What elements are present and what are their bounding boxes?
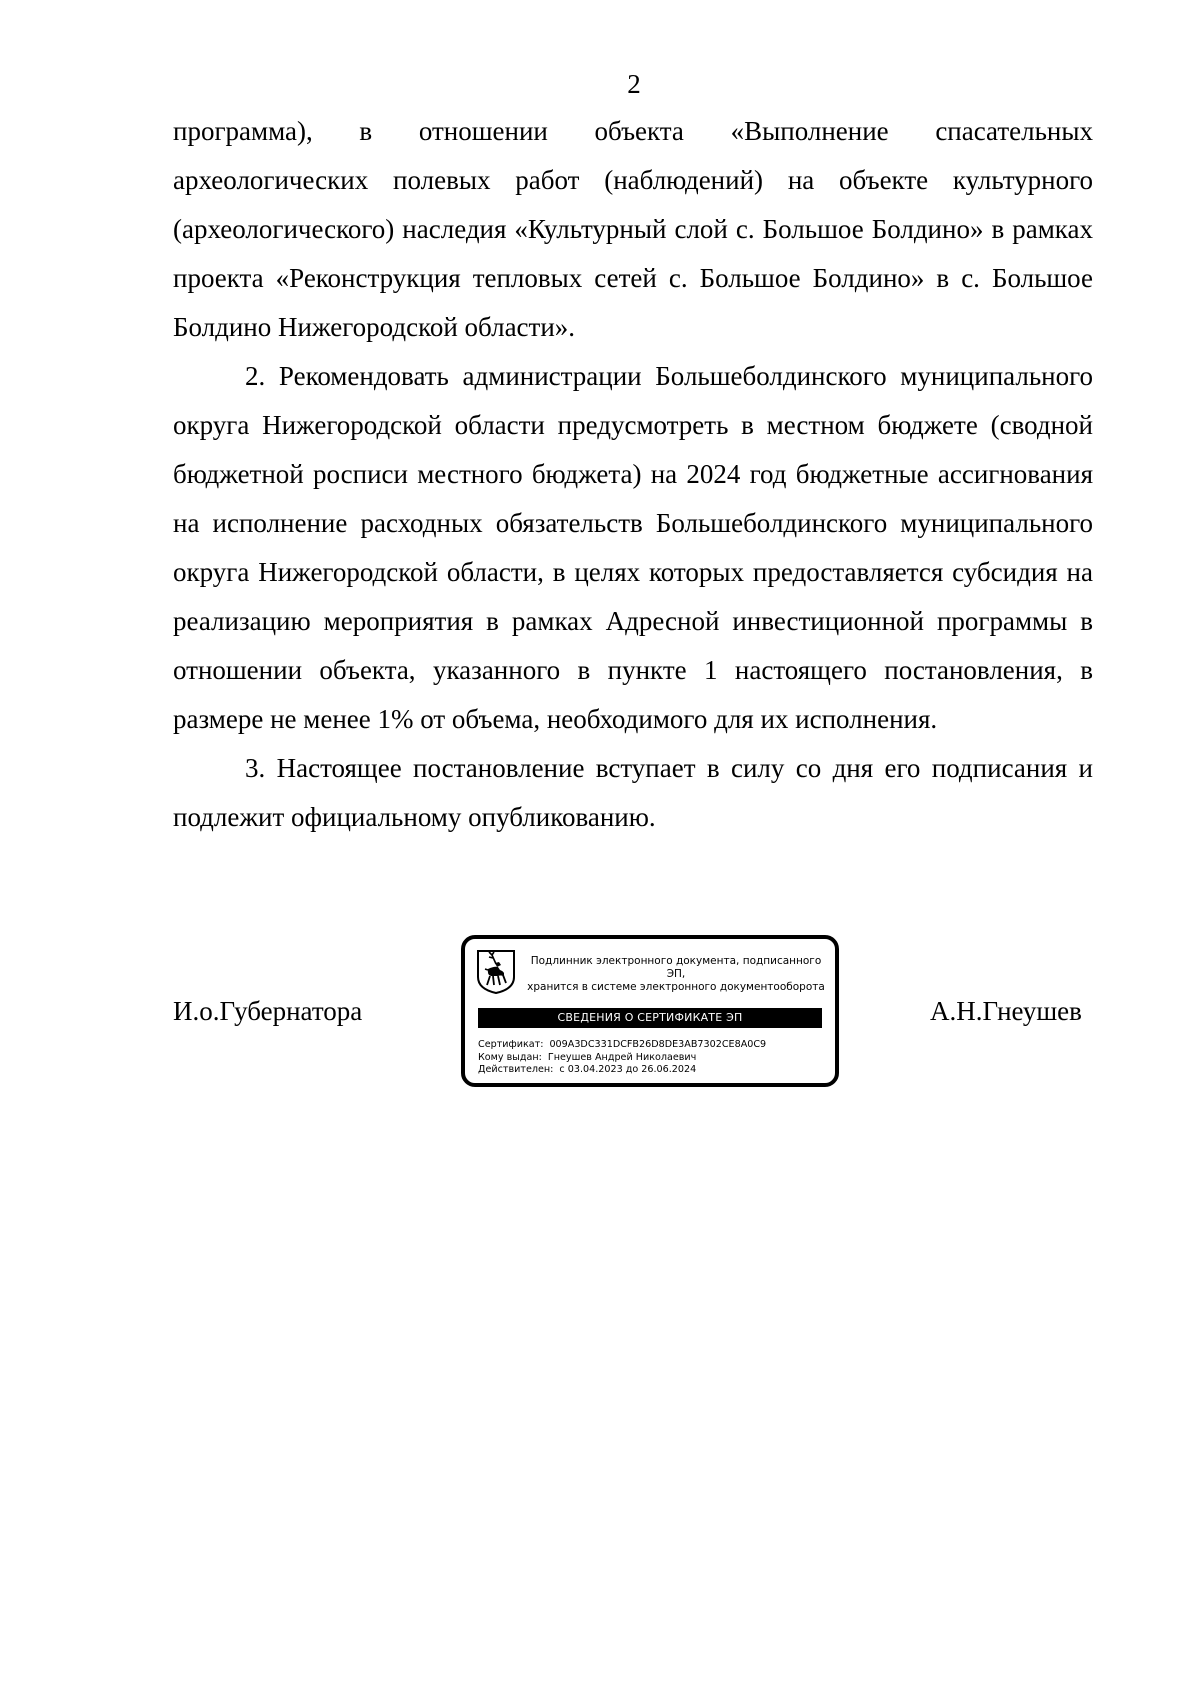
paragraph-1-continuation: программа), в отношении объекта «Выполнение спасательных археологических полевых работ (наблюдений) на объекте культурного (археологического) наследия «Культурный слой с. Большое Болдино» в рамках проекта «Реконструкция тепловых сетей с. Большое Болдино» в с. Большое Болдино Нижегородской области».	[173, 116, 1093, 342]
deer-coat-of-arms-icon	[476, 949, 516, 995]
document-body	[173, 107, 1093, 842]
certificate-row	[478, 1039, 828, 1052]
paragraph-2: 2. Рекомендовать администрации Большеболдинского муниципального округа Нижегородской области предусмотреть в местном бюджете (сводной бюджетной росписи местного бюджета) на 2024 год бюджетные ассигнования на исполнение расходных обязательств Большеболдинского муниципального округа Нижегородской области, в целях которых предоставляется субсидия на реализацию мероприятия в рамках Адресной инвестиционной программы в отношении объекта, указанного в пункте 1 настоящего постановления, в размере не менее 1% от объема, необходимого для их исполнения.	[173, 361, 1093, 734]
stamp-header-line-2: хранится в системе электронного документооборота	[527, 981, 825, 993]
stamp-header	[521, 955, 831, 994]
issued-to-row	[478, 1052, 828, 1065]
certificate-value: 009A3DC331DCFB26D8DE3AB7302CE8A0C9	[549, 1039, 767, 1050]
issued-to-label: Кому выдан:	[478, 1051, 542, 1063]
signatory-position: И.о.Губернатора	[173, 996, 363, 1026]
validity-value: с 03.04.2023 до 26.06.2024	[559, 1064, 697, 1075]
paragraph-3: 3. Настоящее постановление вступает в силу со дня его подписания и подлежит официальному опубликованию.	[173, 753, 1093, 832]
signatory-name: А.Н.Гнеушев	[930, 996, 1082, 1026]
validity-label: Действителен:	[478, 1064, 554, 1075]
stamp-header-line-1: Подлинник электронного документа, подписанного ЭП,	[530, 955, 822, 980]
page-number: 2	[627, 69, 641, 99]
stamp-certificate-details	[478, 1039, 828, 1077]
certificate-label: Сертификат:	[478, 1039, 544, 1050]
issued-to-value: Гнеушев Андрей Николаевич	[547, 1051, 697, 1063]
stamp-certificate-bar: СВЕДЕНИЯ О СЕРТИФИКАТЕ ЭП	[478, 1008, 822, 1028]
validity-row	[478, 1064, 828, 1077]
electronic-signature-stamp	[461, 935, 839, 1087]
